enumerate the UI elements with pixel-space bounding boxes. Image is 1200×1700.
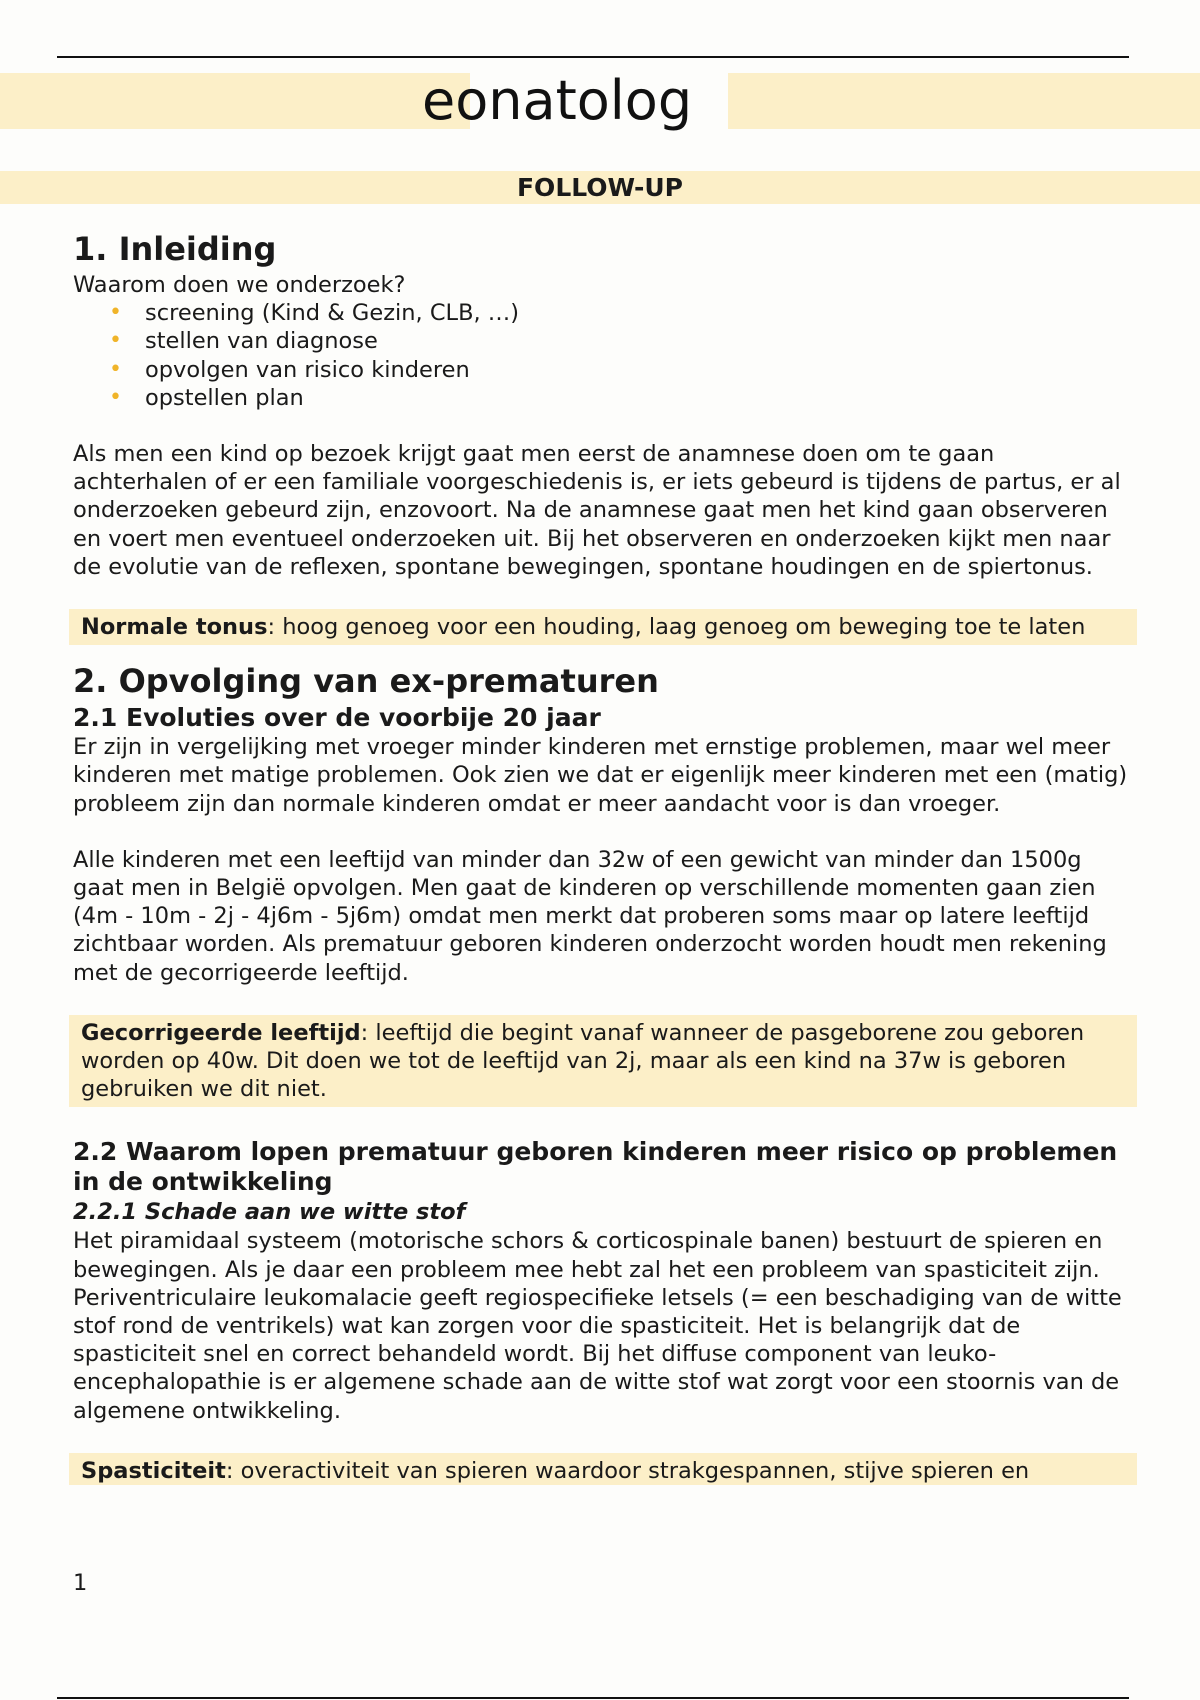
- list-item: • opstellen plan: [145, 384, 1133, 412]
- definition-text: : overactiviteit van spieren waardoor strakgespannen, stijve spieren en: [225, 1457, 1030, 1484]
- definition-spasticiteit: [69, 1453, 1137, 1485]
- section-1-heading: 1. Inleiding: [73, 230, 277, 268]
- document-title: eonatolog: [422, 69, 693, 132]
- definition-text: : hoog genoeg voor een houding, laag genoeg om beweging toe te laten: [267, 614, 1086, 641]
- definition-term: Gecorrigeerde leeftijd: [81, 1019, 361, 1046]
- document-subtitle: FOLLOW-UP: [516, 173, 683, 202]
- section-2-1-paragraph-1: Er zijn in vergelijking met vroeger minder kinderen met ernstige problemen, maar wel meer kinderen met matige problemen. Ook zien we dat er eigenlijk meer kinderen met een (matig) probleem zijn dan normale kinderen omdat er meer aandacht voor is dan vroeger.: [73, 734, 1128, 817]
- list-item: • screening (Kind & Gezin, CLB, …): [145, 299, 1133, 327]
- definition-gecorrigeerde-leeftijd: [69, 1015, 1137, 1108]
- definition-term: Normale tonus: [81, 614, 268, 641]
- section-2-2-1-heading: 2.2.1 Schade aan we witte stof: [73, 1199, 466, 1226]
- definition-normale-tonus: [69, 609, 1137, 645]
- definition-text: : leeftijd die begint vanaf wanneer de pasgeborene zou geboren worden op 40w. Dit doen we tot de leeftijd van 2j, maar als een kind na 37w is geboren gebruiken we dit niet.: [81, 1019, 1085, 1103]
- section-2-heading: 2. Opvolging van ex-prematuren: [73, 662, 659, 701]
- section-1-question: Waarom doen we onderzoek?: [73, 272, 406, 298]
- section-2-1-paragraph-2: Alle kinderen met een leeftijd van minder dan 32w of een gewicht van minder dan 1500g gaat men in België opvolgen. Men gaat de kinderen op verschillende momenten gaan zien (4m - 10m - 2j - 4j6m - 5j6m) omdat men merkt dat proberen soms maar op latere leeftijd zichtbaar worden. Als prematuur geboren kinderen onderzocht worden houdt men rekening met de gecorrigeerde leeftijd.: [73, 846, 1107, 986]
- title-box: [422, 69, 728, 136]
- section-1-paragraph: Als men een kind op bezoek krijgt gaat men eerst de anamnese doen om te gaan achterhalen of er een familiale voorgeschiedenis is, er iets gebeurd is tijdens de partus, er al onderzoeken gebeurd zijn, enzovoort. Na de anamnese gaat men het kind gaan observeren en voert men eventueel onderzoeken uit. Bij het observeren en onderzoeken kijkt men naar de evolutie van de reflexen, spontane bewegingen, spontane houdingen en de spiertonus.: [73, 441, 1121, 580]
- reasons-list: [73, 299, 1133, 412]
- list-item: • stellen van diagnose: [145, 327, 1133, 355]
- section-2-1-heading: 2.1 Evoluties over de voorbije 20 jaar: [73, 703, 601, 733]
- bottom-rule: [57, 1697, 1129, 1699]
- top-rule: [57, 56, 1129, 58]
- list-item: • opvolgen van risico kinderen: [145, 356, 1133, 384]
- document-body: [73, 225, 1133, 1485]
- section-2-2-heading: 2.2 Waarom lopen prematuur geboren kinderen meer risico op problemen in de ontwikkeling: [73, 1137, 1118, 1197]
- section-2-2-1-paragraph: Het piramidaal systeem (motorische schors & corticospinale banen) bestuurt de spieren en bewegingen. Als je daar een probleem mee hebt zal het een probleem van spasticiteit zijn. Periventriculaire leukomalacie geeft regiospecifieke letsels (= een beschadiging van de witte stof rond de ventrikels) wat kan zorgen voor die spasticiteit. Het is belangrijk dat de spasticiteit snel en correct behandeld wordt. Bij het diffuse component van leuko-encephalopathie is er algemene schade aan de witte stof wat zorgt voor een stoornis van de algemene ontwikkeling.: [73, 1228, 1122, 1424]
- page-number: 1: [73, 1570, 88, 1596]
- definition-term: Spasticiteit: [81, 1457, 226, 1484]
